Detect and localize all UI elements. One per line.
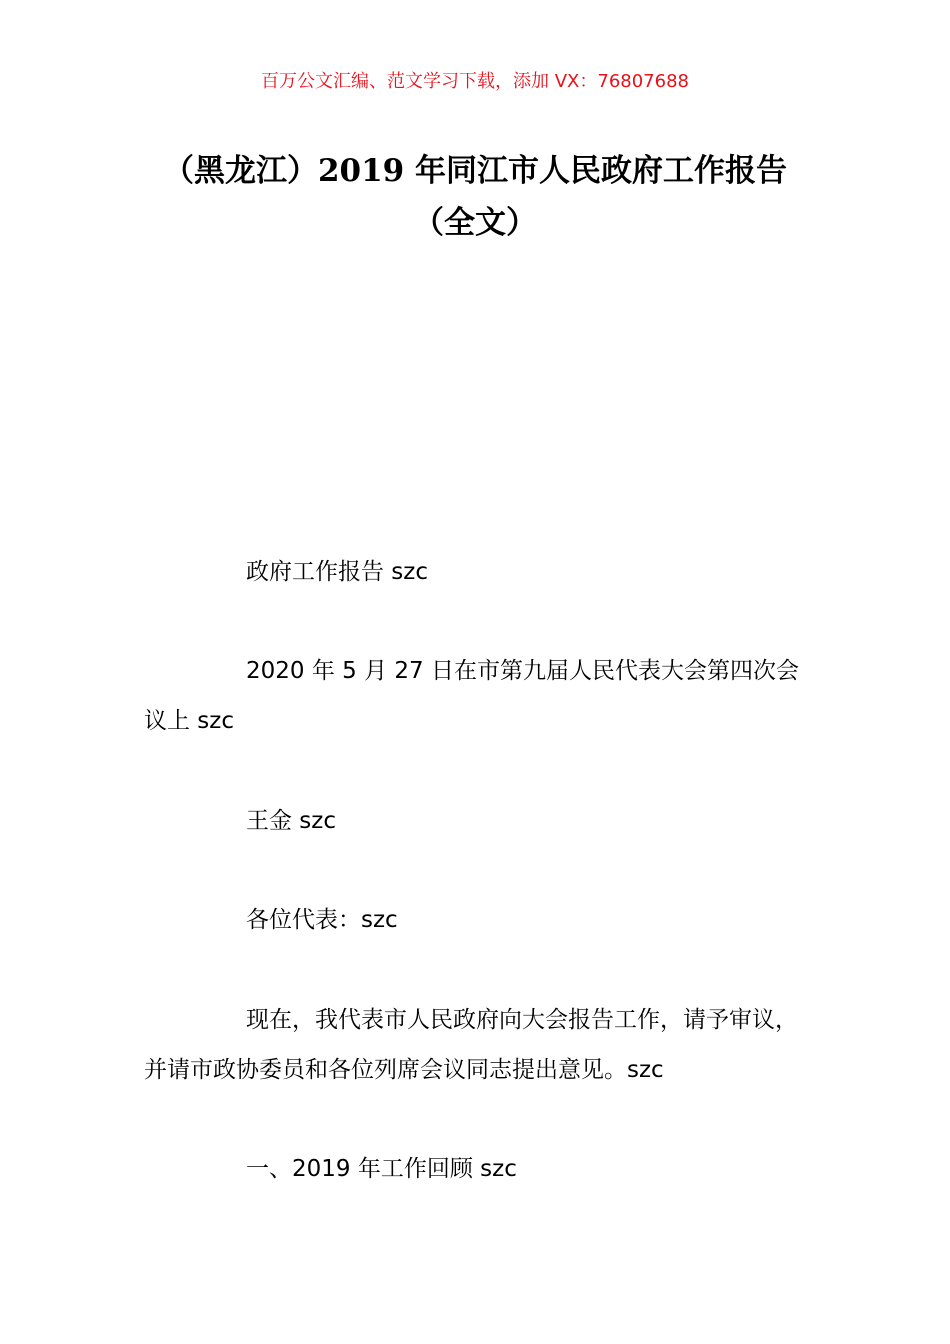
document-title: （黑龙江）2019 年同江市人民政府工作报告（全文）: [162, 153, 788, 241]
paragraph-speaker: 王金 szc: [246, 808, 337, 834]
promo-header-note: 百万公文汇编、范文学习下载，添加 VX：76807688: [261, 71, 689, 92]
section-heading-review: 一、2019 年工作回顾 szc: [246, 1156, 517, 1182]
paragraph-salutation: 各位代表：szc: [246, 907, 398, 933]
paragraph-report-label: 政府工作报告 szc: [246, 559, 429, 585]
paragraph-opening: 现在，我代表市人民政府向大会报告工作，请予审议，并请市政协委员和各位列席会议同志提出意见。szc: [144, 1007, 798, 1083]
paragraph-date-meeting: 2020 年 5 月 27 日在市第九届人民代表大会第四次会议上 szc: [144, 658, 799, 734]
